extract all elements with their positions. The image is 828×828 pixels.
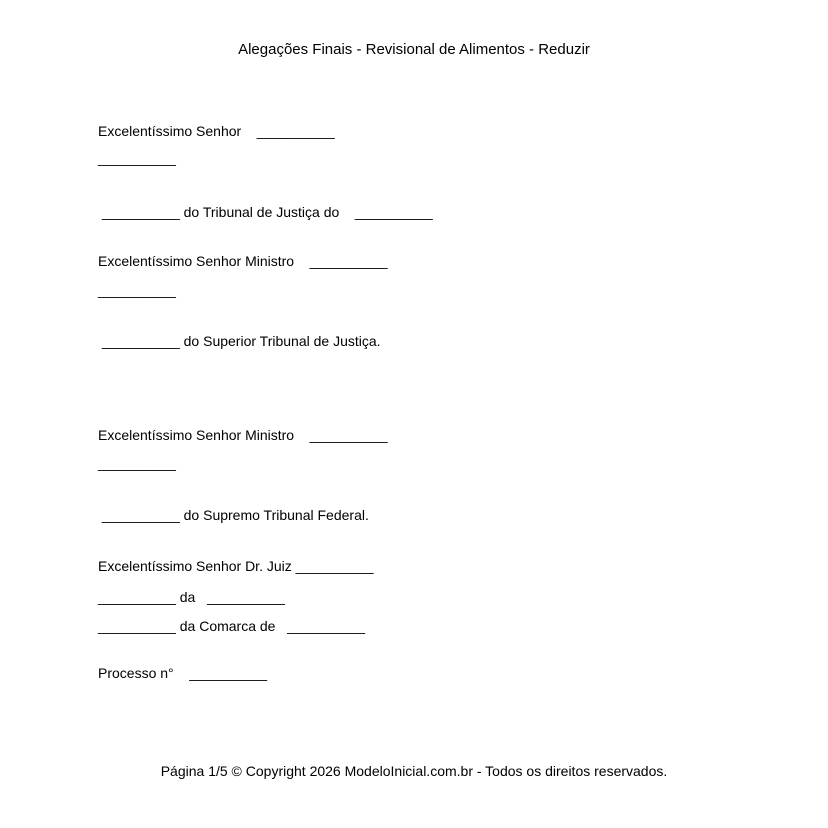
document-line-addressee-juiz: Excelentíssimo Senhor Dr. Juiz __________ bbox=[98, 558, 374, 574]
document-line-superior-tribunal: __________ do Superior Tribunal de Justiça. bbox=[98, 333, 381, 349]
document-line-processo-numero: Processo n° __________ bbox=[98, 665, 268, 681]
document-line-blank: __________ bbox=[98, 455, 176, 471]
document-line-addressee-senhor: Excelentíssimo Senhor __________ bbox=[98, 123, 335, 139]
document-line-supremo-tribunal: __________ do Supremo Tribunal Federal. bbox=[98, 507, 369, 523]
document-line-comarca: __________ da Comarca de __________ bbox=[98, 618, 365, 634]
document-title: Alegações Finais - Revisional de Alimentos - Reduzir bbox=[238, 41, 590, 58]
page-footer: Página 1/5 © Copyright 2026 ModeloInicial.com.br - Todos os direitos reservados. bbox=[160, 763, 668, 779]
document-line-tribunal-justica: __________ do Tribunal de Justiça do __________ bbox=[98, 204, 433, 220]
document-line-blank: __________ bbox=[98, 282, 176, 298]
document-line-addressee-ministro-stf: Excelentíssimo Senhor Ministro __________ bbox=[98, 427, 388, 443]
document-line-addressee-ministro-stj: Excelentíssimo Senhor Ministro __________ bbox=[98, 253, 388, 269]
document-line-vara: __________ da __________ bbox=[98, 589, 285, 605]
document-line-blank: __________ bbox=[98, 150, 176, 166]
